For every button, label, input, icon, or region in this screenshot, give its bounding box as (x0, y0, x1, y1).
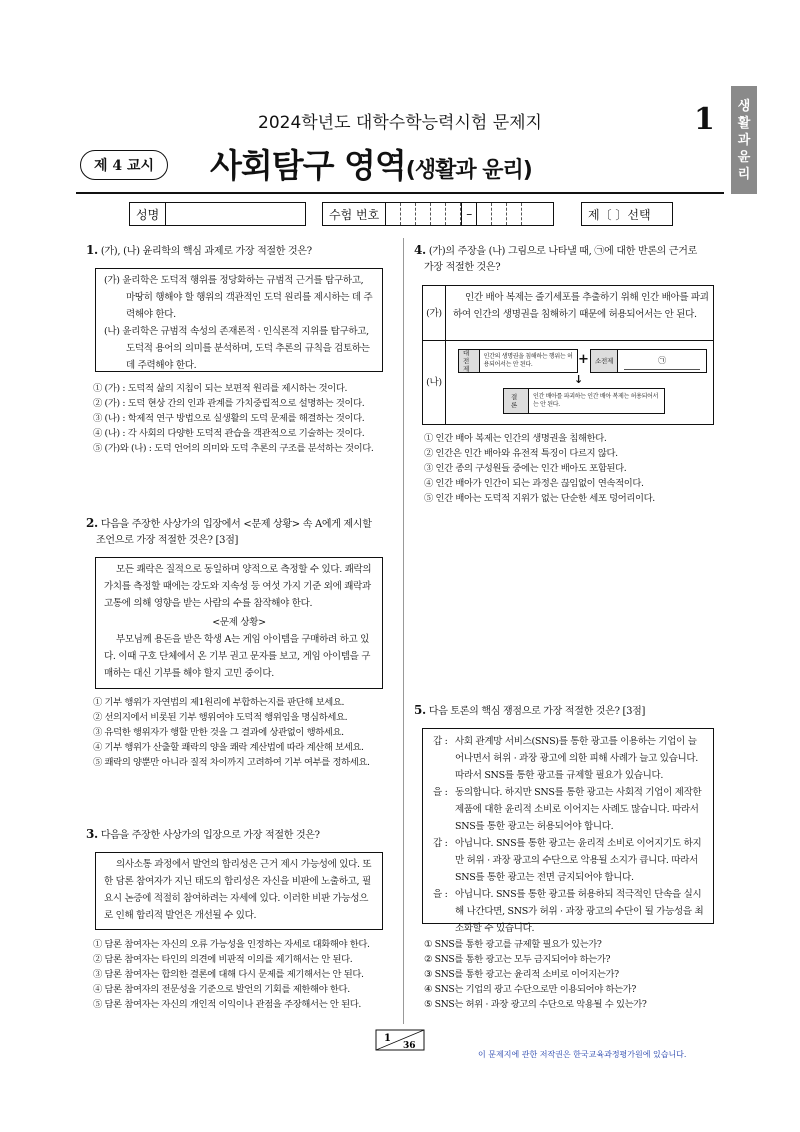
major-premise (458, 349, 578, 373)
exam-title: 2024학년도 대학수학능력시험 문제지 (258, 113, 542, 133)
problem-passage: 부모님께 용돈을 받은 학생 A는 게임 아이템을 구매하려 하고 있다. 이때 구호 단체에서 온 기부 권고 문자를 보고, 게임 아이템을 구매하는 대신 기부를 해야 할지 고민 중이다. (104, 634, 371, 679)
option-3[interactable]: ③ (나) : 학제적 연구 방법으로 실생활의 도덕 문제를 해결하는 것이다. (93, 413, 365, 424)
option-4[interactable]: ④ (나) : 각 사회의 다양한 도덕적 관습을 객관적으로 기술하는 것이다. (93, 428, 365, 439)
digit-cell (522, 203, 536, 225)
speaker-eul: 을 : (433, 889, 448, 900)
speech: 아닙니다. SNS를 통한 광고는 윤리적 소비로 이어지기도 하지만 허위 · 과장 광고의 수단으로 악용될 소지가 큽니다. 따라서 SNS를 통한 광고는 전면 금지되어야 합니다. (455, 838, 702, 883)
subject-side-tab (731, 86, 757, 194)
question-number: 1. (86, 243, 98, 257)
digit-cell (492, 203, 507, 225)
page-indicator (375, 1029, 425, 1051)
question-2-stem (86, 515, 396, 549)
plus-sign: + (578, 352, 589, 367)
box-label-ga: (가) (423, 286, 446, 340)
page-number: 1 (694, 102, 715, 137)
passage-na: (나) 윤리학은 규범적 속성의 존재론적 · 인식론적 지위를 탐구하고, 도덕적 용어의 의미를 분석하며, 도덕 추론의 규칙을 검토하는 데 주력해야 한다. (104, 326, 370, 371)
option-3[interactable]: ③ 담론 참여자는 합의한 결론에 대해 다시 문제를 제기해서는 안 된다. (93, 969, 364, 980)
option-4[interactable]: ④ 기부 행위가 산출할 쾌락의 양을 쾌락 계산법에 따라 계산해 보세요. (93, 742, 364, 753)
question-5-box (422, 728, 714, 934)
digit-cell (507, 203, 522, 225)
thinker-passage: 모든 쾌락은 질적으로 동일하며 양적으로 측정할 수 있다. 쾌락의 가치를 측정할 때에는 강도와 지속성 등 여섯 가지 기준 외에 쾌락과 고통에 의해 영향을 받는 사람의 수를 참작해야 한다. (104, 564, 372, 609)
option-5[interactable]: ⑤ (가)와 (나) : 도덕 언어의 의미와 도덕 추론의 구조를 분석하는 것이다. (93, 443, 374, 454)
side-tab-char: 과 (737, 132, 751, 148)
exam-number-label: 수험 번호 (323, 203, 386, 225)
question-4-box-ga (422, 285, 714, 341)
question-2-options (93, 695, 370, 770)
minor-premise (590, 349, 707, 373)
side-tab-char: 생 (737, 98, 751, 114)
name-field[interactable] (129, 202, 306, 226)
speech: 사회 관계망 서비스(SNS)를 통한 광고를 이용하는 기업이 늘어나면서 허위 · 과장 광고에 의한 피해 사례가 늘고 있습니다. 따라서 SNS를 통한 광고를 규제할 필요가 있습니다. (455, 736, 698, 781)
question-text-line2: 조언으로 가장 적절한 것은? [3점] (96, 535, 239, 546)
page-total: 36 (403, 1041, 416, 1051)
digit-cell (401, 203, 416, 225)
question-text: (가), (나) 윤리학의 핵심 과제로 가장 적절한 것은? (100, 246, 312, 257)
side-tab-char: 활 (737, 115, 751, 131)
question-5-stem (414, 702, 724, 720)
dialogue-line (433, 733, 705, 784)
question-5-options (424, 937, 646, 1012)
dialogue-line (433, 835, 705, 886)
problem-title: <문제 상황> (212, 617, 266, 628)
option-1[interactable]: ① SNS를 통한 광고를 규제할 필요가 있는가? (424, 939, 602, 950)
exam-number-field[interactable] (322, 202, 554, 226)
option-1[interactable]: ① (가) : 도덕적 삶의 지침이 되는 보편적 원리를 제시하는 것이다. (93, 383, 348, 394)
question-number: 2. (86, 516, 98, 530)
option-1[interactable]: ① 기부 행위가 자연법의 제1원리에 부합하는지를 판단해 보세요. (93, 697, 345, 708)
question-number: 5. (414, 703, 426, 717)
side-tab-char: 리 (737, 166, 751, 182)
conclusion-tag: 결론 (504, 389, 529, 413)
side-tab-char: 윤 (737, 149, 751, 165)
speaker-gap: 갑 : (433, 736, 448, 747)
question-2-box (95, 557, 383, 689)
speaker-gap: 갑 : (433, 838, 448, 849)
major-premise-tag: 대전제 (459, 350, 480, 372)
question-3-stem (86, 826, 396, 844)
question-text: 다음을 주장한 사상가의 입장으로 가장 적절한 것은? (100, 830, 320, 841)
major-premise-text: 인간의 생명권을 침해하는 행위는 허용되어서는 안 된다. (483, 353, 573, 368)
passage-ga: (가) 윤리학은 도덕적 행위를 정당화하는 규범적 근거를 탐구하고, 마땅히 행해야 할 행위의 객관적인 도덕 원리를 제시하는 데 주력해야 한다. (104, 275, 373, 320)
question-1-stem (86, 242, 396, 260)
option-3[interactable]: ③ 유덕한 행위자가 행할 만한 것을 그 결과에 상관없이 행하세요. (93, 727, 344, 738)
option-3[interactable]: ③ SNS를 통한 광고는 윤리적 소비로 이어지는가? (424, 969, 619, 980)
page-current: 1 (384, 1033, 391, 1044)
thinker-passage: 의사소통 과정에서 발언의 합리성은 근거 제시 가능성에 있다. 또한 담론 참여자가 지닌 태도의 합리성은 자신을 비판에 노출하고, 필요시 논증에 적절히 참여하려는 자세에 있다. 이러한 비판 가능성으로 인해 합리적 발언은 개선될 수 있다. (104, 859, 372, 921)
digit-cell (446, 203, 461, 225)
option-4[interactable]: ④ 담론 참여자의 전문성을 기준으로 발언의 기회를 제한해야 한다. (93, 984, 350, 995)
dialogue-line (433, 784, 705, 835)
column-divider (403, 238, 404, 1024)
question-text: 다음 토론의 핵심 쟁점으로 가장 적절한 것은? [3점] (428, 706, 646, 717)
choice-field[interactable] (581, 202, 673, 226)
arrow-down: ↓ (574, 373, 583, 386)
question-3-options (93, 937, 370, 1012)
option-1[interactable]: ① 담론 참여자는 자신의 오류 가능성을 인정하는 자세로 대화해야 한다. (93, 939, 370, 950)
digit-cell (431, 203, 446, 225)
speech: 동의합니다. 하지만 SNS를 통한 광고는 사회적 기업이 제작한 제품에 대한 윤리적 소비로 이어지는 사례도 많습니다. 따라서 SNS를 통한 광고는 허용되어야 합니다. (455, 787, 702, 832)
digit-cell (416, 203, 431, 225)
exam-number-dash: – (461, 203, 477, 225)
choice-label: 제〔 〕선택 (588, 207, 651, 222)
subject-title (210, 140, 532, 187)
option-3[interactable]: ③ 인간 종의 구성원들 중에는 인간 배아도 포함된다. (424, 463, 627, 474)
option-1[interactable]: ① 인간 배아 복제는 인간의 생명권을 침해한다. (424, 433, 607, 444)
option-2[interactable]: ② 담론 참여자는 타인의 의견에 비판적 이의를 제기해서는 안 된다. (93, 954, 353, 965)
question-number: 3. (86, 827, 98, 841)
copyright-notice: 이 문제지에 관한 저작권은 한국교육과정평가원에 있습니다. (478, 1050, 687, 1059)
digit-cell (477, 203, 492, 225)
minor-premise-blank: ㉠ (624, 352, 700, 370)
dialogue-line (433, 886, 705, 937)
question-4-stem (414, 242, 724, 276)
option-2[interactable]: ② (가) : 도덕 현상 간의 인과 관계를 가치중립적으로 설명하는 것이다. (93, 398, 365, 409)
digit-cell (386, 203, 401, 225)
question-1-options (93, 381, 374, 456)
question-text-line1: (가)의 주장을 (나) 그림으로 나타낼 때, ㉠에 대한 반론의 근거로 (428, 246, 698, 257)
option-5[interactable]: ⑤ SNS는 허위 · 과장 광고의 수단으로 악용될 수 있는가? (424, 999, 647, 1010)
speech: 아닙니다. SNS를 통한 광고를 허용하되 적극적인 단속을 실시해 나간다면, SNS가 허위 · 과장 광고의 수단이 될 가능성을 최소화할 수 있습니다. (455, 889, 704, 934)
speaker-eul: 을 : (433, 787, 448, 798)
header-divider (76, 192, 724, 194)
subject-sub-text: (생활과 윤리) (405, 158, 532, 183)
option-2[interactable]: ② 선의지에서 비롯된 기부 행위여야 도덕적 행위임을 명심하세요. (93, 712, 348, 723)
minor-premise-tag: 소전제 (591, 350, 618, 372)
conclusion (503, 388, 665, 414)
box-label-na: (나) (423, 341, 446, 424)
option-4[interactable]: ④ SNS는 기업의 광고 수단으로만 이용되어야 하는가? (424, 984, 637, 995)
option-5[interactable]: ⑤ 인간 배아는 도덕적 지위가 없는 단순한 세포 덩어리이다. (424, 493, 655, 504)
subject-main-text: 사회탐구 영역 (210, 146, 406, 185)
option-5[interactable]: ⑤ 담론 참여자는 자신의 개인적 이익이나 관점을 주장해서는 안 된다. (93, 999, 362, 1010)
option-2[interactable]: ② SNS를 통한 광고는 모두 금지되어야 하는가? (424, 954, 611, 965)
option-4[interactable]: ④ 인간 배아가 인간이 되는 과정은 끊임없이 연속적이다. (424, 478, 644, 489)
passage-ga: 인간 배아 복제는 줄기세포를 추출하기 위해 인간 배아를 파괴하여 인간의 생명권을 침해하기 때문에 허용되어서는 안 된다. (453, 292, 709, 320)
name-label: 성명 (130, 203, 166, 225)
option-5[interactable]: ⑤ 쾌락의 양뿐만 아니라 질적 차이까지 고려하여 기부 여부를 정하세요. (93, 757, 370, 768)
question-1-box (95, 268, 383, 372)
question-4-box-na (422, 341, 714, 425)
question-4-options (424, 431, 655, 506)
session-badge: 제 4 교시 (80, 150, 168, 180)
question-text-line2: 가장 적절한 것은? (424, 262, 501, 273)
conclusion-text: 인간 배아를 파괴하는 인간 배아 복제는 허용되어서는 안 된다. (533, 393, 659, 408)
question-text-line1: 다음을 주장한 사상가의 입장에서 <문제 상황> 속 A에게 제시할 (100, 519, 372, 530)
question-3-box (95, 852, 383, 930)
question-number: 4. (414, 243, 426, 257)
option-2[interactable]: ② 인간은 인간 배아와 유전적 특징이 다르지 않다. (424, 448, 618, 459)
